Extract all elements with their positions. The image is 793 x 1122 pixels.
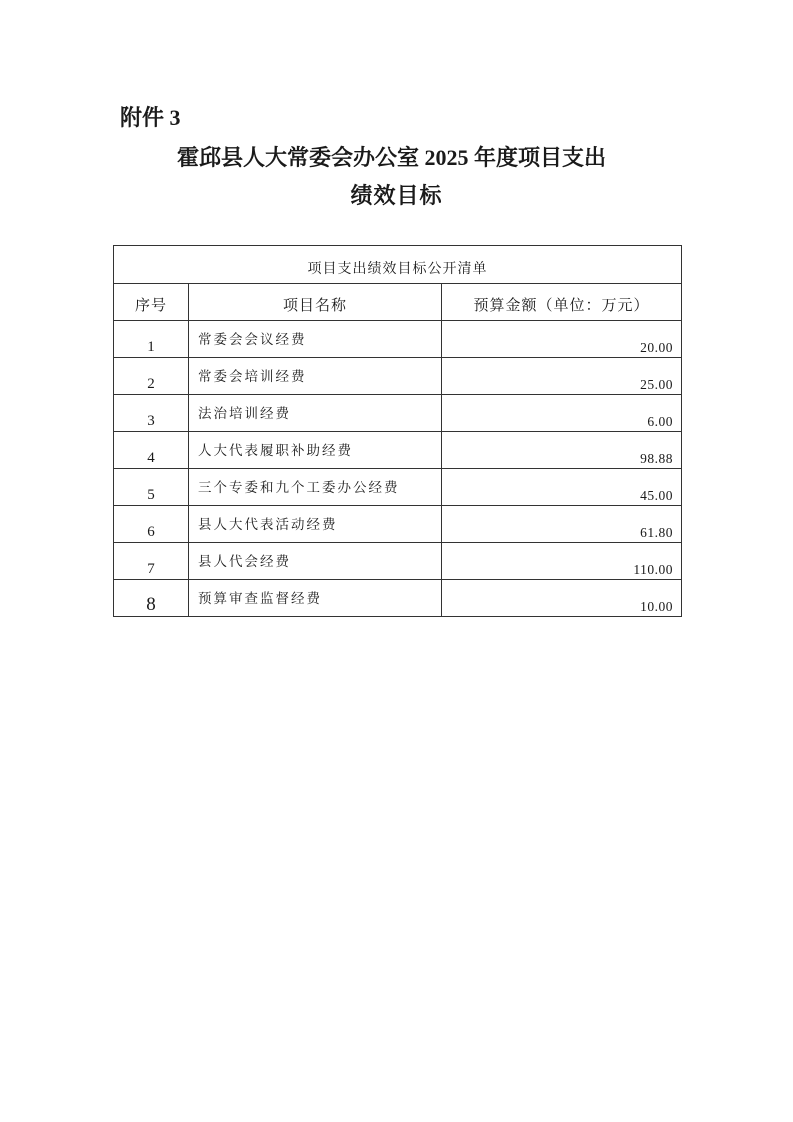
row-name: 人大代表履职补助经费 [198, 443, 353, 458]
row-name-cell [189, 395, 442, 432]
document-title-line1: 霍邱县人大常委会办公室 2025 年度项目支出 [176, 145, 606, 170]
row-index: 2 [147, 376, 155, 392]
row-name-cell [189, 580, 442, 617]
row-name-cell [189, 469, 442, 506]
table-caption-cell [114, 246, 682, 284]
row-name: 预算审查监督经费 [198, 591, 322, 606]
row-index: 8 [146, 594, 156, 615]
table-caption: 项目支出绩效目标公开清单 [307, 262, 488, 277]
row-index-cell [114, 506, 189, 543]
row-index-cell [114, 469, 189, 506]
row-index-cell [114, 395, 189, 432]
row-name-cell [189, 321, 442, 358]
row-name: 三个专委和九个工委办公经费 [198, 480, 400, 495]
row-index-cell [114, 358, 189, 395]
row-index: 1 [147, 339, 155, 355]
header-cell-name [189, 284, 442, 321]
row-amount-cell [442, 358, 682, 395]
table-row [114, 469, 682, 506]
table-row [114, 580, 682, 617]
row-amount: 10.00 [640, 599, 674, 614]
row-index: 6 [147, 524, 155, 540]
row-amount-cell [442, 395, 682, 432]
row-amount: 6.00 [647, 414, 674, 429]
row-amount-cell [442, 469, 682, 506]
row-amount: 20.00 [640, 340, 674, 355]
row-name-cell [189, 432, 442, 469]
row-index-cell [114, 543, 189, 580]
header-name: 项目名称 [282, 298, 347, 314]
table-row [114, 543, 682, 580]
table-row [114, 506, 682, 543]
row-index-cell [114, 321, 189, 358]
table-row [114, 432, 682, 469]
budget-table-container [113, 245, 682, 617]
header-cell-amount [442, 284, 682, 321]
row-amount: 110.00 [633, 562, 674, 577]
row-amount-cell [442, 580, 682, 617]
row-name: 法治培训经费 [198, 406, 291, 421]
table-header-row [114, 284, 682, 321]
row-amount: 61.80 [640, 525, 674, 540]
row-index-cell [114, 432, 189, 469]
row-index-cell [114, 580, 189, 617]
row-amount: 25.00 [640, 377, 674, 392]
budget-table [113, 245, 682, 617]
row-amount: 45.00 [640, 488, 674, 503]
row-amount-cell [442, 506, 682, 543]
row-amount-cell [442, 543, 682, 580]
row-index: 5 [147, 487, 155, 503]
row-name: 县人大代表活动经费 [198, 517, 338, 532]
document-title-line2: 绩效目标 [350, 183, 443, 208]
row-amount-cell [442, 432, 682, 469]
table-row [114, 358, 682, 395]
header-index: 序号 [134, 298, 167, 314]
attachment-label: 附件 3 [120, 105, 181, 130]
row-name: 常委会会议经费 [198, 332, 307, 347]
table-caption-row [114, 246, 682, 284]
row-name: 常委会培训经费 [198, 369, 307, 384]
row-index: 7 [147, 561, 155, 577]
header-amount: 预算金额（单位：万元） [473, 298, 650, 314]
row-name-cell [189, 358, 442, 395]
row-amount: 98.88 [640, 451, 674, 466]
row-index: 4 [147, 450, 155, 466]
table-row [114, 395, 682, 432]
row-amount-cell [442, 321, 682, 358]
row-name-cell [189, 543, 442, 580]
row-name: 县人代会经费 [198, 554, 291, 569]
row-name-cell [189, 506, 442, 543]
row-index: 3 [147, 413, 155, 429]
table-row [114, 321, 682, 358]
header-cell-index [114, 284, 189, 321]
